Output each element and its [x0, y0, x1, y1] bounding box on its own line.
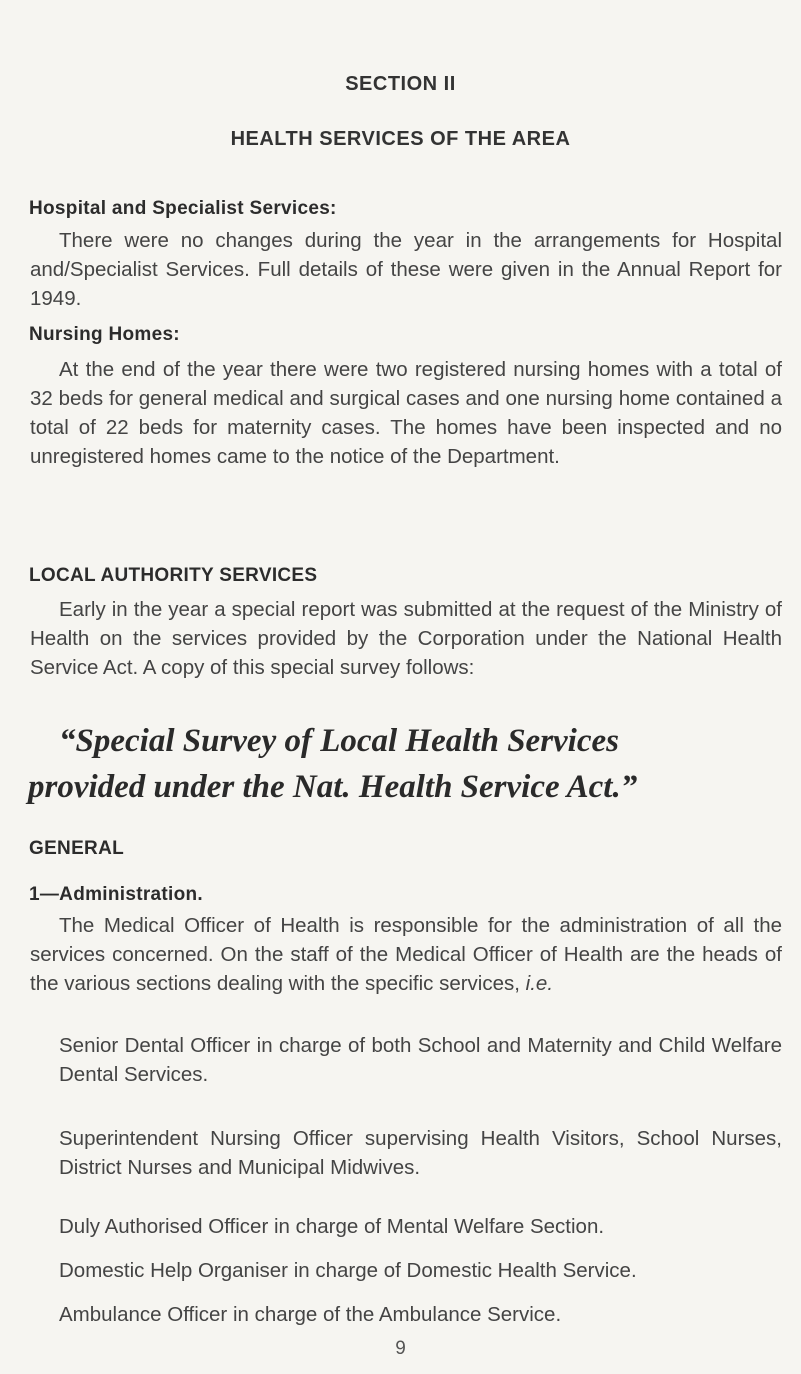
nursing-paragraph: At the end of the year there were two registered nursing homes with a total of 32 beds for general medical and surgical cases and one nursing home contained a total of 22 beds for maternity cases. The homes have been inspected and no unregistered homes came to the notice of the Department.: [30, 358, 782, 468]
hospital-heading: Hospital and Specialist Services:: [29, 198, 337, 219]
section-label: SECTION II: [345, 73, 456, 95]
hospital-paragraph: There were no changes during the year in the arrangements for Hospital and/Specialist Services. Full details of these were given in the Annual Report for 1949.: [30, 229, 782, 310]
administration-ie: i.e.: [525, 972, 554, 995]
local-authority-paragraph: Early in the year a special report was submitted at the request of the Ministry of Health on the services provided by the Corporation under the National Health Service Act. A copy of this special survey follows:: [30, 598, 782, 679]
duty-domestic-help: Domestic Help Organiser in charge of Domestic Health Service.: [59, 1259, 637, 1282]
local-authority-heading: LOCAL AUTHORITY SERVICES: [29, 565, 318, 586]
survey-title: [28, 718, 788, 810]
general-heading: GENERAL: [29, 838, 124, 859]
survey-title-line-1: “Special Survey of Local Health Services: [59, 723, 619, 759]
duty-mental-welfare: Duly Authorised Officer in charge of Mental Welfare Section.: [59, 1215, 605, 1238]
page-number: 9: [395, 1338, 406, 1359]
administration-paragraph: [30, 911, 782, 998]
administration-intro: The Medical Officer of Health is responsible for the administration of all the services concerned. On the staff of the Medical Officer of Health are the heads of the various sections dealing with the specific services,: [30, 914, 782, 995]
section-title: HEALTH SERVICES OF THE AREA: [230, 128, 571, 150]
duty-nursing: Superintendent Nursing Officer supervising Health Visitors, School Nurses, District Nurses and Municipal Midwives.: [59, 1127, 782, 1179]
duty-ambulance: Ambulance Officer in charge of the Ambulance Service.: [59, 1303, 562, 1326]
survey-title-line-2: provided under the Nat. Health Service Act.”: [28, 769, 638, 805]
nursing-heading: Nursing Homes:: [29, 324, 180, 345]
administration-subheading: 1—Administration.: [29, 884, 204, 905]
duty-dental: Senior Dental Officer in charge of both School and Maternity and Child Welfare Dental Services.: [59, 1034, 782, 1086]
